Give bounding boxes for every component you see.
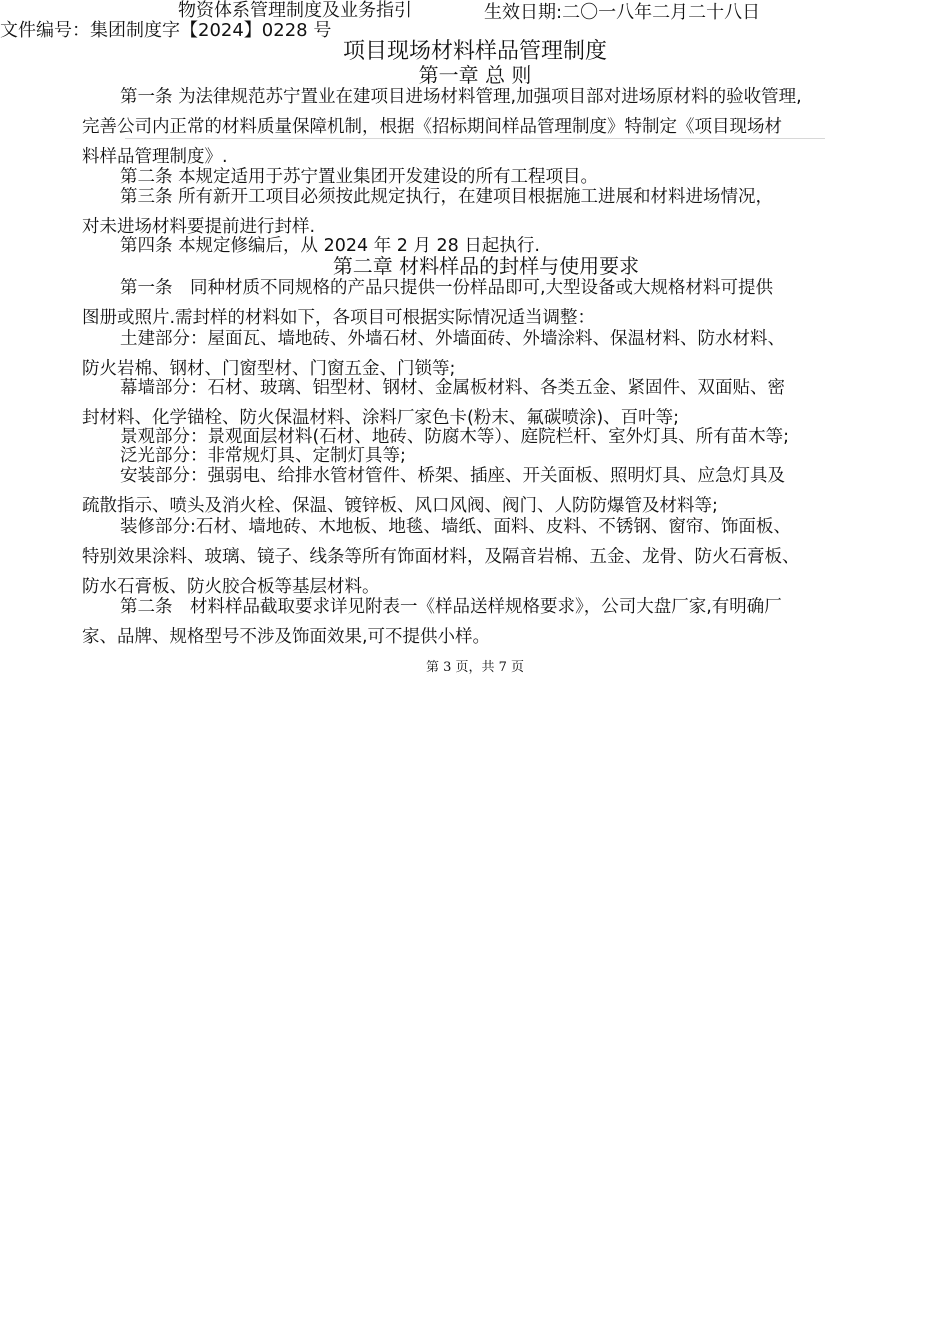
document-title: 项目现场材料样品管理制度 [342, 39, 607, 64]
text-line: 防火岩棉、钢材、门窗型材、门窗五金、门锁等; [82, 359, 456, 379]
text-line: 图册或照片.需封样的材料如下，各项目可根据实际情况适当调整： [82, 308, 596, 328]
chapter2-article2 [82, 592, 872, 652]
header-system-name: 物资体系管理制度及业务指引 [178, 0, 412, 21]
text-line: 第三条 所有新开工项目必须按此规定执行，在建项目根据施工进展和材料进场情况， [120, 187, 774, 207]
text-line: 安装部分：强弱电、给排水管材管件、桥架、插座、开关面板、照明灯具、应急灯具及 [120, 466, 785, 486]
chapter1-article4: 第四条 本规定修编后，从 2024 年 2 月 28 日起执行. [120, 236, 540, 256]
text-line: 装修部分:石材、墙地砖、木地板、地毯、墙纸、面料、皮料、不锈钢、窗帘、饰面板、 [120, 517, 791, 537]
chapter1-article3 [82, 182, 872, 242]
text-line: 特别效果涂料、玻璃、镜子、线条等所有饰面材料，及隔音岩棉、五金、龙骨、防火石膏板、 [82, 547, 800, 567]
text-line: 第二条 材料样品截取要求详见附表一《样品送样规格要求》，公司大盘厂家,有明确厂 [120, 597, 782, 617]
chapter1-article2: 第二条 本规定适用于苏宁置业集团开发建设的所有工程项目。 [120, 167, 599, 187]
text-line: 完善公司内正常的材料质量保障机制，根据《招标期间样品管理制度》特制定《项目现场材 [82, 117, 782, 137]
chapter1-heading: 第一章 总 则 [418, 63, 532, 87]
decoration-materials [82, 512, 872, 602]
page-footer: 第 3 页，共 7 页 [425, 660, 525, 675]
chapter1-article1 [82, 82, 872, 172]
text-line: 料样品管理制度》. [82, 147, 228, 167]
text-line: 对未进场材料要提前进行封样. [82, 217, 316, 237]
landscape-materials: 景观部分：景观面层材料(石材、地砖、防腐木等）、庭院栏杆、室外灯具、所有苗木等; [120, 427, 789, 447]
text-line: 幕墙部分：石材、玻璃、铝型材、钢材、金属板材料、各类五金、紧固件、双面贴、密 [120, 378, 785, 398]
lighting-materials: 泛光部分：非常规灯具、定制灯具等; [120, 446, 406, 466]
text-line: 疏散指示、喷头及消火栓、保温、镀锌板、风口风阀、阀门、人防防爆管及材料等; [82, 496, 718, 516]
curtain-wall-materials [82, 373, 872, 433]
header-effective-date: 生效日期:二〇一八年二月二十八日 [484, 2, 761, 23]
text-line: 土建部分：屋面瓦、墙地砖、外墙石材、外墙面砖、外墙涂料、保温材料、防水材料、 [120, 329, 785, 349]
text-line: 封材料、化学锚栓、防火保温材料、涂料厂家色卡(粉末、氟碳喷涂)、百叶等; [82, 408, 680, 428]
text-line: 家、品牌、规格型号不涉及饰面效果,可不提供小样。 [82, 627, 491, 647]
header-doc-number: 文件编号：集团制度字【2024】0228 号 [0, 20, 332, 41]
chapter2-heading: 第二章 材料样品的封样与使用要求 [332, 254, 640, 278]
text-line: 第一条 同种材质不同规格的产品只提供一份样品即可,大型设备或大规格材料可提供 [120, 278, 774, 298]
text-line: 第一条 为法律规范苏宁置业在建项目进场材料管理,加强项目部对进场原材料的验收管理, [120, 87, 802, 107]
text-line: 防水石膏板、防火胶合板等基层材料。 [82, 577, 380, 597]
